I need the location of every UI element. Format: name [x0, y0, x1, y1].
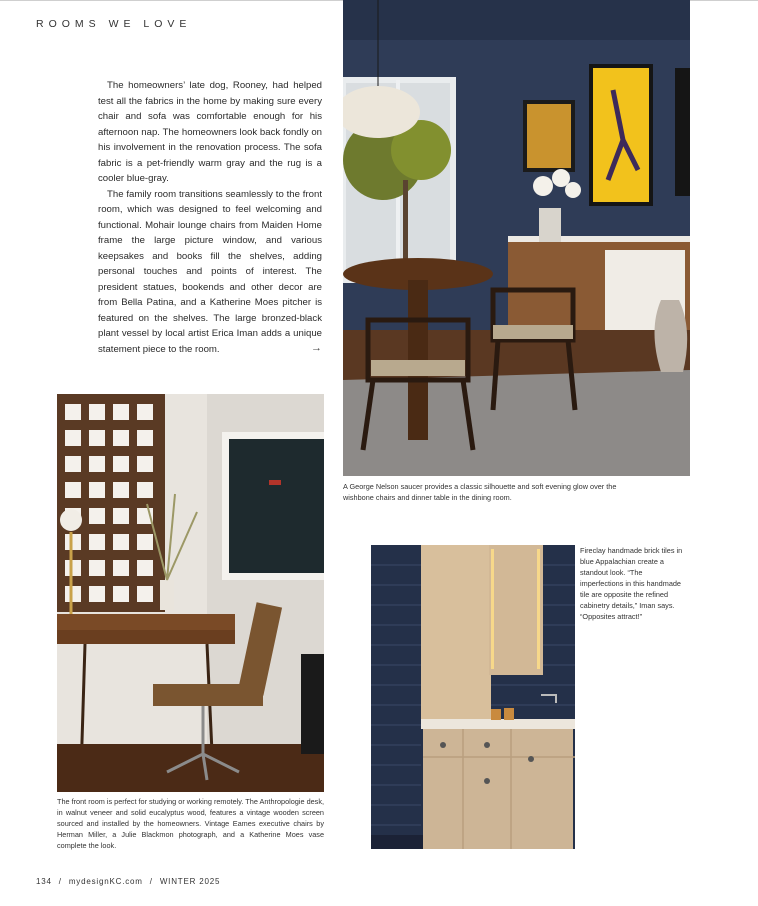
front-room-office-photo: [57, 394, 324, 792]
bathroom-caption: Fireclay handmade brick tiles in blue Appalachian create a standout look. “The imperfections in this handmade tile are opposite the refined cabinetry details,” Iman says. “Opposites attract!”: [580, 546, 683, 621]
bathroom-photo: [371, 545, 575, 849]
footer-separator: /: [58, 877, 62, 886]
office-caption: The front room is perfect for studying or working remotely. The Anthropologie desk, in walnut veneer and solid eucalyptus wood, features a vintage wooden screen sourced and installed by the homeowners. Vintage Eames executive chairs by Herman Miller, a Julie Blackmon photograph, and a Katherine Moes vase complete the look.: [57, 797, 325, 850]
page-footer: [36, 877, 224, 886]
continue-arrow-icon: →: [311, 341, 322, 354]
article-paragraph: The homeowners’ late dog, Rooney, had helped test all the fabrics in the home by making sure every chair and sofa was comfortable enough for his afternoon nap. The homeowners look back fondly on his involvement in the renovation process. The sofa fabric is a pet-friendly warm gray and the rug is a cooler blue-gray.: [98, 80, 322, 184]
footer-issue: WINTER 2025: [159, 877, 221, 886]
dining-caption: A George Nelson saucer provides a classic silhouette and soft evening glow over the wishbone chairs and dinner table in the dining room.: [343, 482, 617, 502]
article-paragraph: The family room transitions seamlessly to the front room, which was designed to feel welcoming and functional. Mohair lounge chairs from Maiden Home frame the large picture window, and various keepsakes and books fill the shelves, adding personal touches and points of interest. The president statues, bookends and other decor are from Bella Patina, and a Katherine Moes pitcher is featured on the shelves. The large bronzed-black plant vessel by local artist Erica Iman adds a unique statement piece to the room.: [98, 188, 322, 355]
page-number: 134: [36, 877, 52, 886]
article-body: [98, 78, 322, 357]
section-title: ROOMS WE LOVE: [36, 18, 192, 30]
footer-site: mydesignKC.com: [68, 877, 143, 886]
dining-room-photo: [343, 0, 690, 476]
footer-separator: /: [149, 877, 153, 886]
